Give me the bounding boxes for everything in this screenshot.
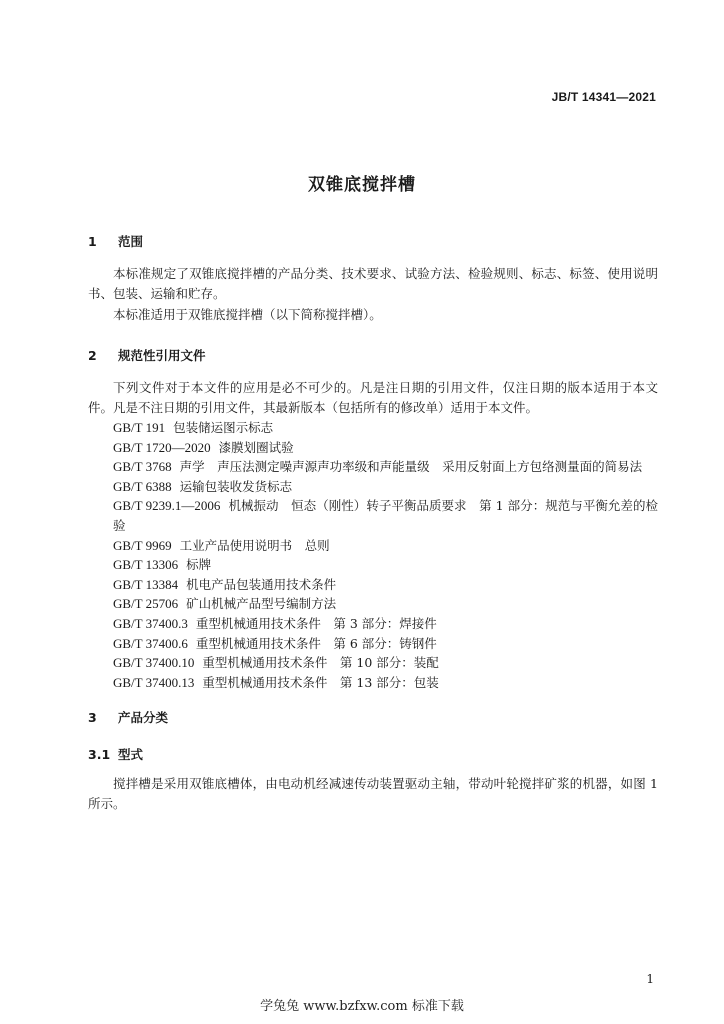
reference-title: 重型机械通用技术条件 第 3 部分：焊接件 [195,615,437,631]
reference-code: GB/T 37400.3 [113,615,188,631]
reference-title: 矿山机械产品型号编制方法 [186,596,337,612]
reference-item [88,418,658,438]
reference-title: 重型机械通用技术条件 第 13 部分：包装 [202,674,439,690]
section-2-paragraph-1: 下列文件对于本文件的应用是必不可少的。凡是注日期的引用文件，仅注日期的版本适用于本文件。凡是不注日期的引用文件，其最新版本（包括所有的修改单）适用于本文件。 [88,380,658,415]
reference-title: 标牌 [186,557,212,573]
reference-code: GB/T 37400.10 [113,655,195,671]
reference-item [88,673,658,693]
reference-item [88,438,658,458]
reference-code: GB/T 13306 [113,557,179,573]
reference-title: 运输包装收发货标志 [179,478,293,494]
reference-code: GB/T 25706 [113,596,179,612]
section-1-paragraph-2: 本标准适用于双锥底搅拌槽（以下简称搅拌槽）。 [113,307,382,322]
reference-code: GB/T 9239.1—2006 [113,498,221,514]
section-number: 3 [88,710,97,725]
reference-code: GB/T 6388 [113,478,172,494]
reference-item [88,653,658,673]
section-title: 型式 [118,747,144,762]
section-title: 范围 [118,234,144,249]
reference-code: GB/T 1720—2020 [113,439,211,455]
reference-item [88,594,658,614]
section-1-paragraph-1: 本标准规定了双锥底搅拌槽的产品分类、技术要求、试验方法、检验规则、标志、标签、使用说明书、包装、运输和贮存。 [88,266,658,301]
section-3-1-paragraph-1: 搅拌槽是采用双锥底槽体，由电动机经减速传动装置驱动主轴，带动叶轮搅拌矿浆的机器，如图 1 所示。 [88,776,658,811]
reference-title: 声学 声压法测定噪声源声功率级和声能量级 采用反射面上方包络测量面的简易法 [179,459,643,475]
reference-code: GB/T 9969 [113,537,172,553]
section-title: 规范性引用文件 [118,348,206,363]
reference-item [88,575,658,595]
section-number: 2 [88,348,97,363]
reference-item [88,634,658,654]
reference-title: 机电产品包装通用技术条件 [186,576,337,592]
reference-code: GB/T 37400.13 [113,674,195,690]
reference-code: GB/T 3768 [113,459,172,475]
standard-number: JB/T 14341—2021 [551,90,656,104]
watermark-text: 学兔兔 www.bzfxw.com 标准下载 [260,999,464,1014]
section-1-heading [88,232,143,250]
reference-code: GB/T 37400.6 [113,635,188,651]
section-3-heading [88,708,168,726]
section-title: 产品分类 [118,710,169,725]
reference-title: 机械振动 恒态（刚性）转子平衡品质要求 第 1 部分：规范与平衡允差的检验 [113,498,658,533]
document-title: 双锥底搅拌槽 [308,175,416,195]
reference-item [88,496,658,535]
reference-item [88,536,658,556]
reference-item [88,477,658,497]
reference-title: 漆膜划圈试验 [218,439,294,455]
page-number: 1 [646,972,654,986]
section-number: 1 [88,234,97,249]
reference-title: 工业产品使用说明书 总则 [179,537,330,553]
section-3-1-heading [88,745,143,763]
reference-list [88,418,658,692]
reference-code: GB/T 191 [113,420,166,435]
reference-title: 包装储运图示标志 [173,420,274,435]
section-number: 3.1 [88,747,111,762]
section-2-heading [88,346,206,364]
reference-title: 重型机械通用技术条件 第 6 部分：铸钢件 [195,635,437,651]
reference-item [88,614,658,634]
reference-title: 重型机械通用技术条件 第 10 部分：装配 [202,655,439,671]
reference-item [88,457,658,477]
reference-code: GB/T 13384 [113,576,179,592]
reference-item [88,555,658,575]
